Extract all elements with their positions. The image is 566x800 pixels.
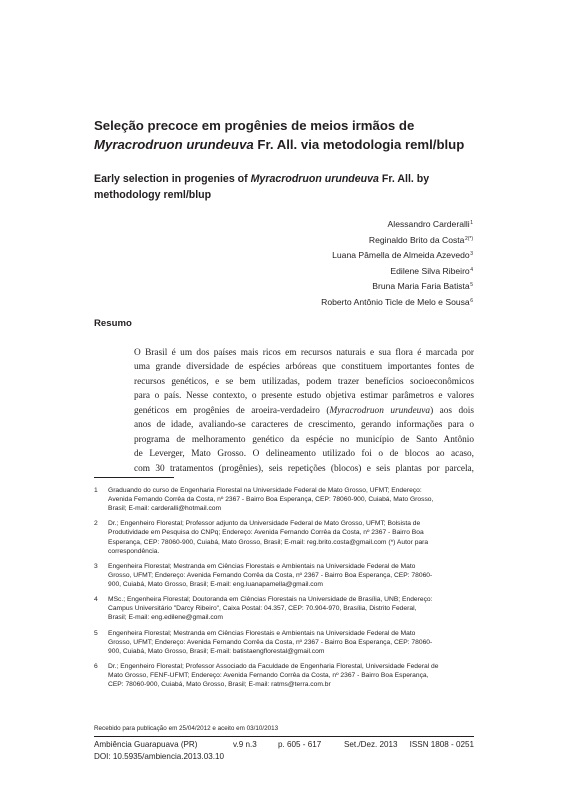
author-name: Roberto Antônio Ticle de Melo e Sousa — [321, 296, 470, 307]
footnote-2 — [94, 519, 474, 555]
footnote-line: Esperança, CEP: 78060-900, Cuiabá, Mato Grosso, Brasil; E-mail: reg.brito.costa@gmail.com (*) Autor para — [108, 538, 429, 546]
footnote-line: Dr.; Engenheiro Florestal; Professor Associado da Faculdade de Engenharia Florestal, Universidade Federal de — [108, 662, 439, 670]
footnote-line: Engenheira Florestal; Mestranda em Ciências Florestais e Ambientais na Universidade Federal de Mato — [108, 629, 416, 637]
author-name: Bruna Maria Faria Batista — [372, 281, 470, 292]
footnote-line: Dr.; Engenheiro Florestal; Professor adjunto da Universidade Federal de Mato Grosso, UFMT; Bolsista de — [108, 520, 421, 528]
journal-volume: v.9 n.3 — [233, 740, 257, 749]
abstract-line: programa de melhoramento genético da espécie no município de Santo Antônio — [134, 434, 474, 445]
author-name: Reginaldo Brito da Costa — [368, 234, 465, 245]
footnote-line: Graduando do curso de Engenharia Florestal na Universidade Federal de Mato Grosso, UFMT; Endereço: — [108, 487, 422, 494]
footnote-text — [108, 595, 474, 622]
journal-date: Set./Dez. 2013 — [344, 740, 398, 749]
footnote-line: Brasil; E-mail: eng.edilene@gmail.com — [108, 614, 223, 622]
footnotes — [94, 486, 474, 695]
footnote-number: 1 — [94, 487, 98, 494]
section-heading-resumo: Resumo — [94, 318, 132, 329]
footnote-text — [108, 562, 474, 589]
abstract-line-part: genéticos em progênies de aroeira-verdadeiro ( — [134, 405, 330, 416]
title-line-2-rest: Fr. All. via metodologia reml/blup — [253, 136, 465, 152]
footnote-number: 5 — [94, 629, 98, 637]
author — [321, 248, 473, 264]
footnote-text — [108, 662, 474, 689]
received-date-note: Recebido para publicação em 25/04/2012 e aceito em 03/10/2013 — [94, 725, 279, 732]
footnote-4 — [94, 595, 474, 622]
journal-issn: ISSN 1808 - 0251 — [409, 740, 474, 749]
title-species: Myracrodruon urundeuva — [94, 136, 254, 152]
footnote-line: Brasil; E-mail: carderalli@hotmail.com — [108, 505, 222, 513]
author — [321, 295, 473, 311]
author — [321, 264, 473, 280]
author-name: Luana Pâmella de Almeida Azevedo — [332, 250, 470, 261]
footnote-text — [108, 519, 474, 555]
abstract-line: uma grande diversidade de espécies arbóreas que constituem importantes fontes de — [134, 362, 474, 373]
author-affiliation-marker: 2(*) — [464, 235, 473, 242]
author — [321, 217, 473, 233]
footnote-5 — [94, 629, 474, 656]
article-title-pt — [94, 117, 479, 154]
footer-rule — [94, 736, 474, 737]
footnote-line: correspondência. — [108, 547, 160, 555]
author-name: Edilene Silva Ribeiro — [390, 265, 470, 276]
title-en-species: Myracrodruon urundeuva — [250, 173, 379, 185]
title-en-post: Fr. All. by — [378, 173, 430, 185]
footnote-line: Engenheira Florestal; Mestranda em Ciências Florestais e Ambientais na Universidade Federal de Mato — [108, 562, 416, 570]
author-affiliation-marker: 3 — [470, 251, 473, 258]
abstract-text — [134, 346, 474, 476]
footnote-number: 3 — [94, 562, 98, 570]
footnote-line: 900, Cuiabá, Mato Grosso, Brasil; E-mail: batistaengflorestal@gmail.com — [108, 647, 325, 655]
footnote-text — [108, 486, 474, 513]
abstract-line: de Leverger, Mato Grosso. O delineamento utilizado foi o de blocos ao acaso, — [134, 449, 474, 460]
author-affiliation-marker: 1 — [470, 220, 473, 226]
abstract-line: O Brasil é um dos países mais ricos em recursos naturais e sua flora é marcada por — [134, 348, 474, 358]
author — [321, 279, 473, 295]
footnote-line: Avenida Fernando Corrêa da Costa, nº 2367 - Bairro Boa Esperança, CEP: 78060-900, Cuiabá, Mato Grosso, — [108, 496, 434, 504]
footnote-line: Campus Universitário "Darcy Ribeiro", Caixa Postal: 04.357, CEP: 70.904-970, Brasília, Distrito Federal, — [108, 605, 417, 613]
journal-pages: p. 605 - 617 — [278, 740, 322, 749]
author — [321, 233, 473, 249]
title-en-pre: Early selection in progenies of — [94, 173, 251, 185]
journal-footer — [94, 740, 474, 752]
author-affiliation-marker: 6 — [470, 297, 473, 304]
author-affiliation-marker: 5 — [470, 282, 473, 289]
footnote-6 — [94, 662, 474, 689]
footnote-3 — [94, 562, 474, 589]
abstract-line: para o país. Nesse contexto, o presente estudo objetiva estimar parâmetros e valores — [134, 391, 474, 402]
footnote-line: 900, Cuiabá, Mato Grosso, Brasil; E-mail: eng.luanapamella@gmail.com — [108, 581, 323, 589]
footnote-line: CEP: 78060-900, Cuiabá, Mato Grosso, Brasil; E-mail: ratms@terra.com.br — [108, 681, 331, 689]
abstract-line-part: ) aos dois — [430, 405, 474, 416]
footnote-line: MSc.; Engenheira Florestal; Doutoranda em Ciências Florestais na Universidade de Brasília, UNB; Endereço: — [108, 596, 433, 604]
footnote-number: 2 — [94, 520, 98, 528]
journal-doi: DOI: 10.5935/ambiencia.2013.03.10 — [94, 752, 225, 761]
footnote-line: Grosso, UFMT; Endereço: Avenida Fernando Corrêa da Costa, nº 2367 - Bairro Boa Esperança, CEP: 78060- — [108, 571, 433, 579]
title-line-2 — [94, 136, 479, 155]
author-affiliation-marker: 4 — [470, 266, 473, 273]
abstract-species: Myracrodruon urundeuva — [329, 405, 431, 416]
abstract-line: anos de idade, avaliando-se caracteres de crescimento, gerando informações para o — [134, 420, 474, 431]
footnote-1 — [94, 486, 474, 513]
abstract-line: com 30 tratamentos (progênies), seis repetições (blocos) e seis plantas por parcela, — [134, 463, 474, 474]
abstract-line — [134, 404, 474, 418]
title-en-line-1 — [94, 172, 479, 188]
footnote-text — [108, 629, 474, 656]
footnote-number: 6 — [94, 662, 98, 670]
author-list — [321, 217, 473, 311]
abstract-line: recursos genéticos, e se bem utilizadas, podem trazer benefícios socioeconômicos — [134, 376, 474, 387]
article-title-en — [94, 172, 479, 203]
footnote-number: 4 — [94, 596, 98, 604]
footnote-line: Mato Grosso, FENF-UFMT; Endereço: Avenida Fernando Corrêa da Costa, nº 2367 - Bairro Boa Esperança, — [108, 672, 429, 680]
author-name: Alessandro Carderalli — [387, 219, 470, 229]
title-line-1: Seleção precoce em progênies de meios irmãos de — [94, 118, 415, 133]
journal-name: Ambiência Guarapuava (PR) — [94, 740, 198, 749]
title-en-line-2: methodology reml/blup — [94, 188, 212, 201]
footnote-line: Grosso, UFMT; Endereço: Avenida Fernando Corrêa da Costa, nº 2367 - Bairro Boa Esperança, CEP: 78060- — [108, 638, 433, 646]
footnote-separator — [94, 477, 174, 478]
footnote-line: Produtividade em Pesquisa do CNPq; Endereço: Avenida Fernando Corrêa da Costa, nº 2367 - Bairro Boa — [108, 529, 424, 537]
